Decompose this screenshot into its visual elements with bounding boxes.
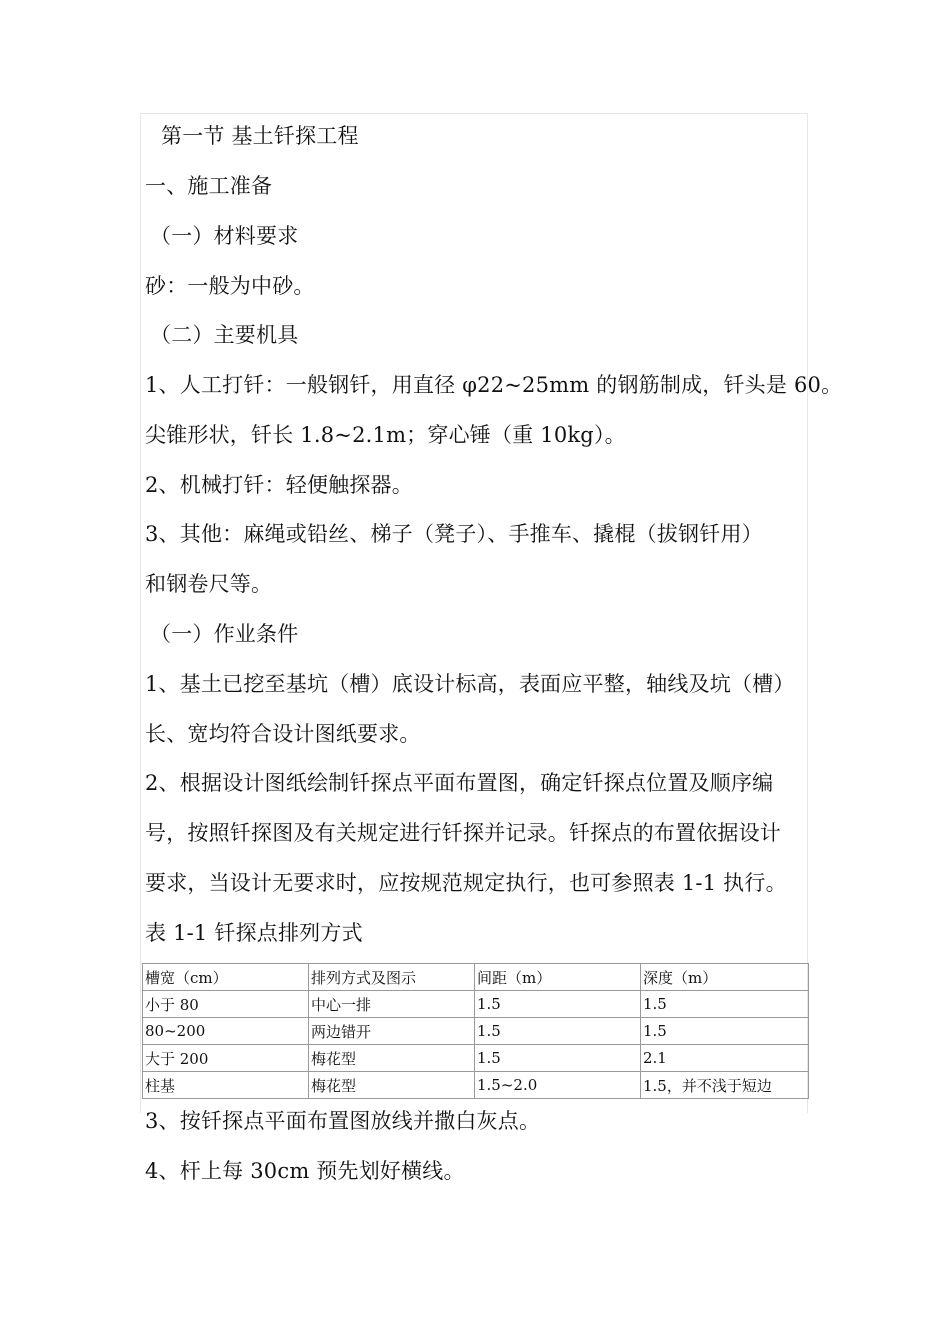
table-cell: 80~200 (143, 1018, 309, 1045)
table-row (143, 1072, 809, 1099)
paragraph-cond2-line2: 号，按照钎探图及有关规定进行钎探并记录。钎探点的布置依据设计 (145, 821, 781, 845)
table-cell: 梅花型 (309, 1072, 475, 1099)
table-cell: 中心一排 (309, 991, 475, 1018)
header-cell: 间距（m） (475, 964, 641, 991)
table-cell: 梅花型 (309, 1045, 475, 1072)
paragraph-item1-line2: 尖锥形状，钎长 1.8~2.1m；穿心锤（重 10kg）。 (145, 423, 626, 447)
paragraph-item1-line1: 1、人工打钎：一般钢钎，用直径 φ22~25mm 的钢筋制成，钎头是 60。 (145, 373, 843, 397)
table-cell: 1.5~2.0 (475, 1072, 641, 1099)
table-cell: 1.5 (641, 991, 809, 1018)
table-caption: 表 1-1 钎探点排列方式 (145, 921, 363, 945)
paragraph-sand: 砂：一般为中砂。 (145, 274, 315, 298)
table-row (143, 1018, 809, 1045)
table-cell: 1.5 (475, 991, 641, 1018)
table-row (143, 991, 809, 1018)
header-cell: 排列方式及图示 (309, 964, 475, 991)
subheading-materials: （一）材料要求 (150, 224, 299, 248)
paragraph-cond3: 3、按钎探点平面布置图放线并撒白灰点。 (145, 1109, 541, 1133)
subheading-work-conditions: （一）作业条件 (150, 622, 299, 646)
table-cell: 1.5 (475, 1045, 641, 1072)
table-header-row (143, 964, 809, 991)
heading-construction-prep: 一、施工准备 (145, 174, 273, 198)
table-cell: 1.5 (475, 1018, 641, 1045)
probe-point-table (142, 963, 809, 1099)
table-cell: 大于 200 (143, 1045, 309, 1072)
header-cell: 深度（m） (641, 964, 809, 991)
paragraph-cond1-line1: 1、基土已挖至基坑（槽）底设计标高，表面应平整，轴线及坑（槽） (145, 672, 795, 696)
paragraph-cond4: 4、杆上每 30cm 预先划好横线。 (145, 1159, 465, 1183)
paragraph-cond2-line3: 要求，当设计无要求时，应按规范规定执行，也可参照表 1-1 执行。 (145, 871, 787, 895)
table-cell: 2.1 (641, 1045, 809, 1072)
paragraph-item2: 2、机械打钎：轻便触探器。 (145, 473, 413, 497)
paragraph-item3-line2: 和钢卷尺等。 (145, 572, 273, 596)
table-cell: 1.5，并不浅于短边 (641, 1072, 809, 1099)
table-cell: 1.5 (641, 1018, 809, 1045)
table-cell: 两边错开 (309, 1018, 475, 1045)
section-title: 第一节 基土钎探工程 (161, 124, 359, 148)
subheading-tools: （二）主要机具 (150, 323, 299, 347)
header-cell: 槽宽（cm） (143, 964, 309, 991)
table-row (143, 1045, 809, 1072)
paragraph-cond1-line2: 长、宽均符合设计图纸要求。 (145, 722, 421, 746)
table-cell: 小于 80 (143, 991, 309, 1018)
table-cell: 柱基 (143, 1072, 309, 1099)
paragraph-cond2-line1: 2、根据设计图纸绘制钎探点平面布置图，确定钎探点位置及顺序编 (145, 771, 774, 795)
paragraph-item3-line1: 3、其他：麻绳或铅丝、梯子（凳子）、手推车、撬棍（拔钢钎用） (145, 522, 763, 546)
